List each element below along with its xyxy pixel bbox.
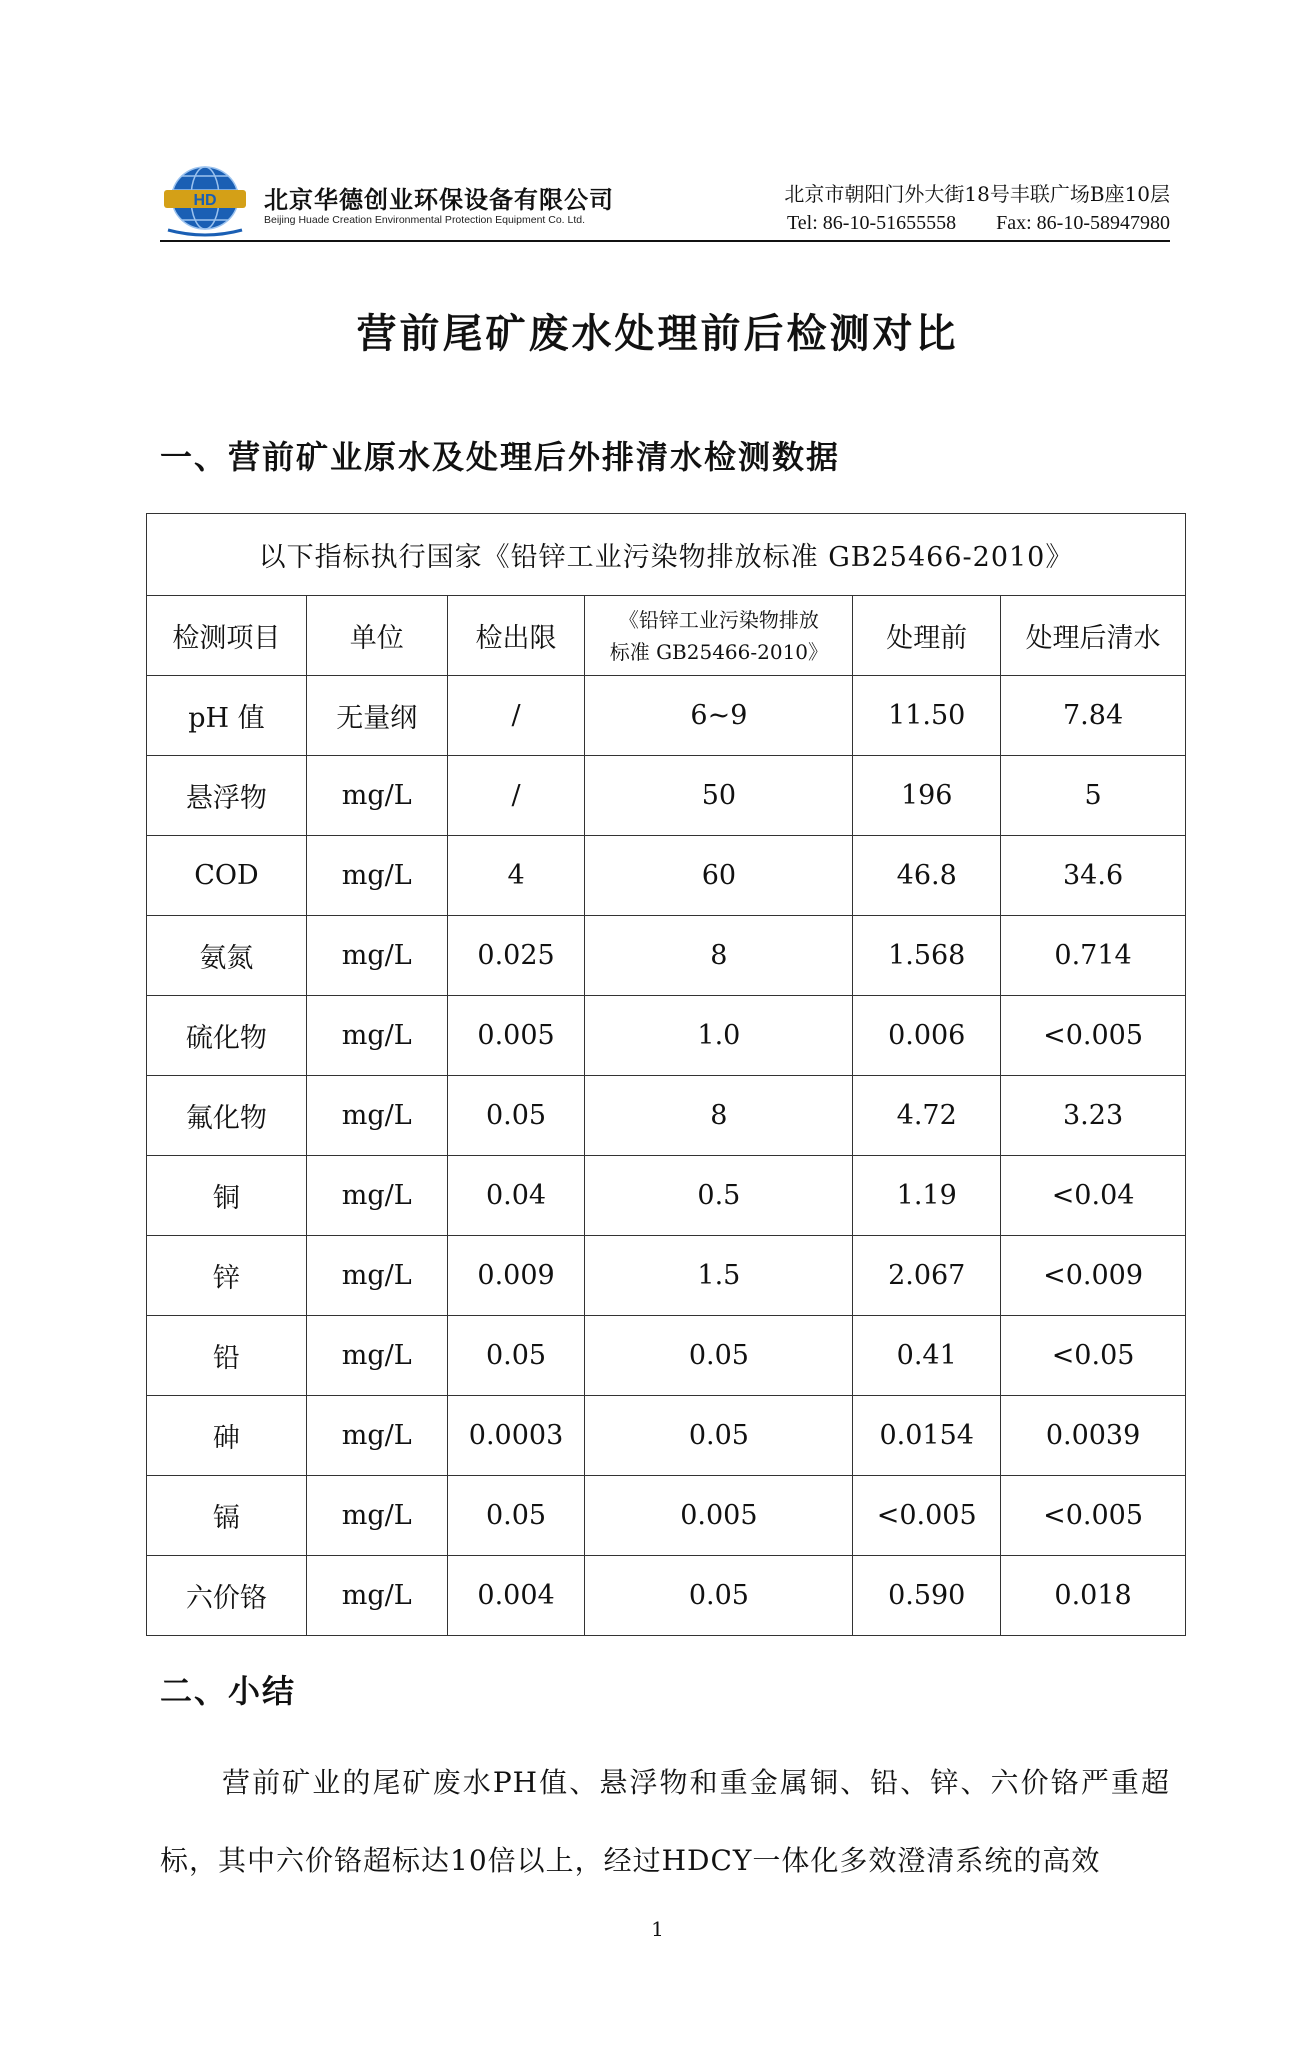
letterhead (160, 160, 1170, 242)
telephone: Tel: 86-10-51655558 (786, 212, 957, 234)
cell-unit: mg/L (306, 996, 447, 1076)
table-row (147, 676, 1186, 756)
header-before: 处理前 (853, 596, 1001, 676)
cell-unit: mg/L (306, 916, 447, 996)
section-heading-1: 一、营前矿业原水及处理后外排清水检测数据 (160, 438, 841, 476)
header-standard-line1: 《铅锌工业污染物排放 (618, 607, 819, 632)
cell-limit: 0.04 (447, 1156, 585, 1236)
cell-before: 0.0154 (853, 1396, 1001, 1476)
cell-standard: 0.05 (585, 1556, 853, 1636)
cell-before: 1.568 (853, 916, 1001, 996)
company-logo (160, 160, 250, 240)
company-address: 北京市朝阳门外大街18号丰联广场B座10层 (784, 182, 1170, 206)
cell-before: 196 (853, 756, 1001, 836)
cell-after: <0.005 (1001, 996, 1186, 1076)
cell-standard: 1.5 (585, 1236, 853, 1316)
cell-before: 11.50 (853, 676, 1001, 756)
cell-standard: 0.05 (585, 1316, 853, 1396)
header-item: 检测项目 (147, 596, 307, 676)
header-divider (160, 240, 1170, 242)
cell-before: 1.19 (853, 1156, 1001, 1236)
cell-item: 镉 (147, 1476, 307, 1556)
cell-before: 4.72 (853, 1076, 1001, 1156)
company-name-cn: 北京华德创业环保设备有限公司 (264, 186, 614, 214)
cell-standard: 8 (585, 916, 853, 996)
cell-item: 氟化物 (147, 1076, 307, 1156)
cell-after: <0.05 (1001, 1316, 1186, 1396)
table-row (147, 1236, 1186, 1316)
summary-paragraph: 营前矿业的尾矿废水PH值、悬浮物和重金属铜、铅、锌、六价铬严重超标，其中六价铬超标达10倍以上，经过HDCY一体化多效澄清系统的高效 (160, 1766, 1170, 1877)
cell-item: 氨氮 (147, 916, 307, 996)
table-header-row (147, 596, 1186, 676)
cell-limit: 0.025 (447, 916, 585, 996)
cell-unit: mg/L (306, 1316, 447, 1396)
cell-after: 5 (1001, 756, 1186, 836)
header-unit: 单位 (306, 596, 447, 676)
cell-item: COD (147, 836, 307, 916)
cell-after: 34.6 (1001, 836, 1186, 916)
cell-before: 0.590 (853, 1556, 1001, 1636)
cell-item: 砷 (147, 1396, 307, 1476)
header-standard-line2: 标准 GB25466-2010》 (609, 639, 829, 664)
table-row (147, 836, 1186, 916)
cell-standard: 0.005 (585, 1476, 853, 1556)
cell-item: pH 值 (147, 676, 307, 756)
cell-before: 2.067 (853, 1236, 1001, 1316)
cell-standard: 1.0 (585, 996, 853, 1076)
cell-unit: mg/L (306, 756, 447, 836)
table-caption-row (147, 514, 1186, 596)
cell-standard: 60 (585, 836, 853, 916)
cell-limit: 0.05 (447, 1076, 585, 1156)
table-row (147, 996, 1186, 1076)
company-contact (787, 212, 1170, 235)
cell-after: 0.714 (1001, 916, 1186, 996)
cell-after: 7.84 (1001, 676, 1186, 756)
cell-after: 3.23 (1001, 1076, 1186, 1156)
cell-unit: mg/L (306, 1076, 447, 1156)
table-row (147, 1156, 1186, 1236)
cell-unit: 无量纲 (306, 676, 447, 756)
cell-unit: mg/L (306, 1236, 447, 1316)
cell-item: 铜 (147, 1156, 307, 1236)
page-title: 营前尾矿废水处理前后检测对比 (356, 311, 959, 357)
table-row (147, 1076, 1186, 1156)
cell-before: <0.005 (853, 1476, 1001, 1556)
cell-after: <0.009 (1001, 1236, 1186, 1316)
company-name-en: Beijing Huade Creation Environmental Protection Equipment Co. Ltd. (264, 214, 586, 226)
test-results-table (146, 513, 1186, 1636)
cell-limit: 0.0003 (447, 1396, 585, 1476)
cell-item: 六价铬 (147, 1556, 307, 1636)
cell-before: 0.41 (853, 1316, 1001, 1396)
cell-limit: 0.05 (447, 1316, 585, 1396)
cell-unit: mg/L (306, 1396, 447, 1476)
header-standard (585, 596, 853, 676)
cell-standard: 6~9 (585, 676, 853, 756)
cell-before: 46.8 (853, 836, 1001, 916)
cell-limit: 0.05 (447, 1476, 585, 1556)
table-row (147, 756, 1186, 836)
table-row (147, 1556, 1186, 1636)
cell-standard: 8 (585, 1076, 853, 1156)
header-limit: 检出限 (447, 596, 585, 676)
svg-text:HD: HD (193, 192, 217, 209)
table-row (147, 1476, 1186, 1556)
cell-unit: mg/L (306, 836, 447, 916)
cell-item: 铅 (147, 1316, 307, 1396)
cell-after: 0.0039 (1001, 1396, 1186, 1476)
cell-limit: / (447, 756, 585, 836)
table-row (147, 1396, 1186, 1476)
cell-unit: mg/L (306, 1476, 447, 1556)
cell-standard: 0.5 (585, 1156, 853, 1236)
cell-limit: 4 (447, 836, 585, 916)
cell-item: 硫化物 (147, 996, 307, 1076)
cell-standard: 0.05 (585, 1396, 853, 1476)
header-after: 处理后清水 (1001, 596, 1186, 676)
globe-logo-icon (160, 160, 250, 240)
cell-limit: 0.004 (447, 1556, 585, 1636)
cell-item: 悬浮物 (147, 756, 307, 836)
cell-item: 锌 (147, 1236, 307, 1316)
table-row (147, 916, 1186, 996)
page-number: 1 (651, 1917, 664, 1941)
cell-after: 0.018 (1001, 1556, 1186, 1636)
table-row (147, 1316, 1186, 1396)
table-caption: 以下指标执行国家《铅锌工业污染物排放标准 GB25466-2010》 (147, 514, 1186, 596)
cell-limit: 0.005 (447, 996, 585, 1076)
cell-limit: 0.009 (447, 1236, 585, 1316)
cell-before: 0.006 (853, 996, 1001, 1076)
cell-unit: mg/L (306, 1556, 447, 1636)
cell-after: <0.005 (1001, 1476, 1186, 1556)
cell-standard: 50 (585, 756, 853, 836)
section-heading-2: 二、小结 (160, 1672, 297, 1710)
cell-after: <0.04 (1001, 1156, 1186, 1236)
fax: Fax: 86-10-58947980 (996, 212, 1170, 234)
cell-unit: mg/L (306, 1156, 447, 1236)
cell-limit: / (447, 676, 585, 756)
